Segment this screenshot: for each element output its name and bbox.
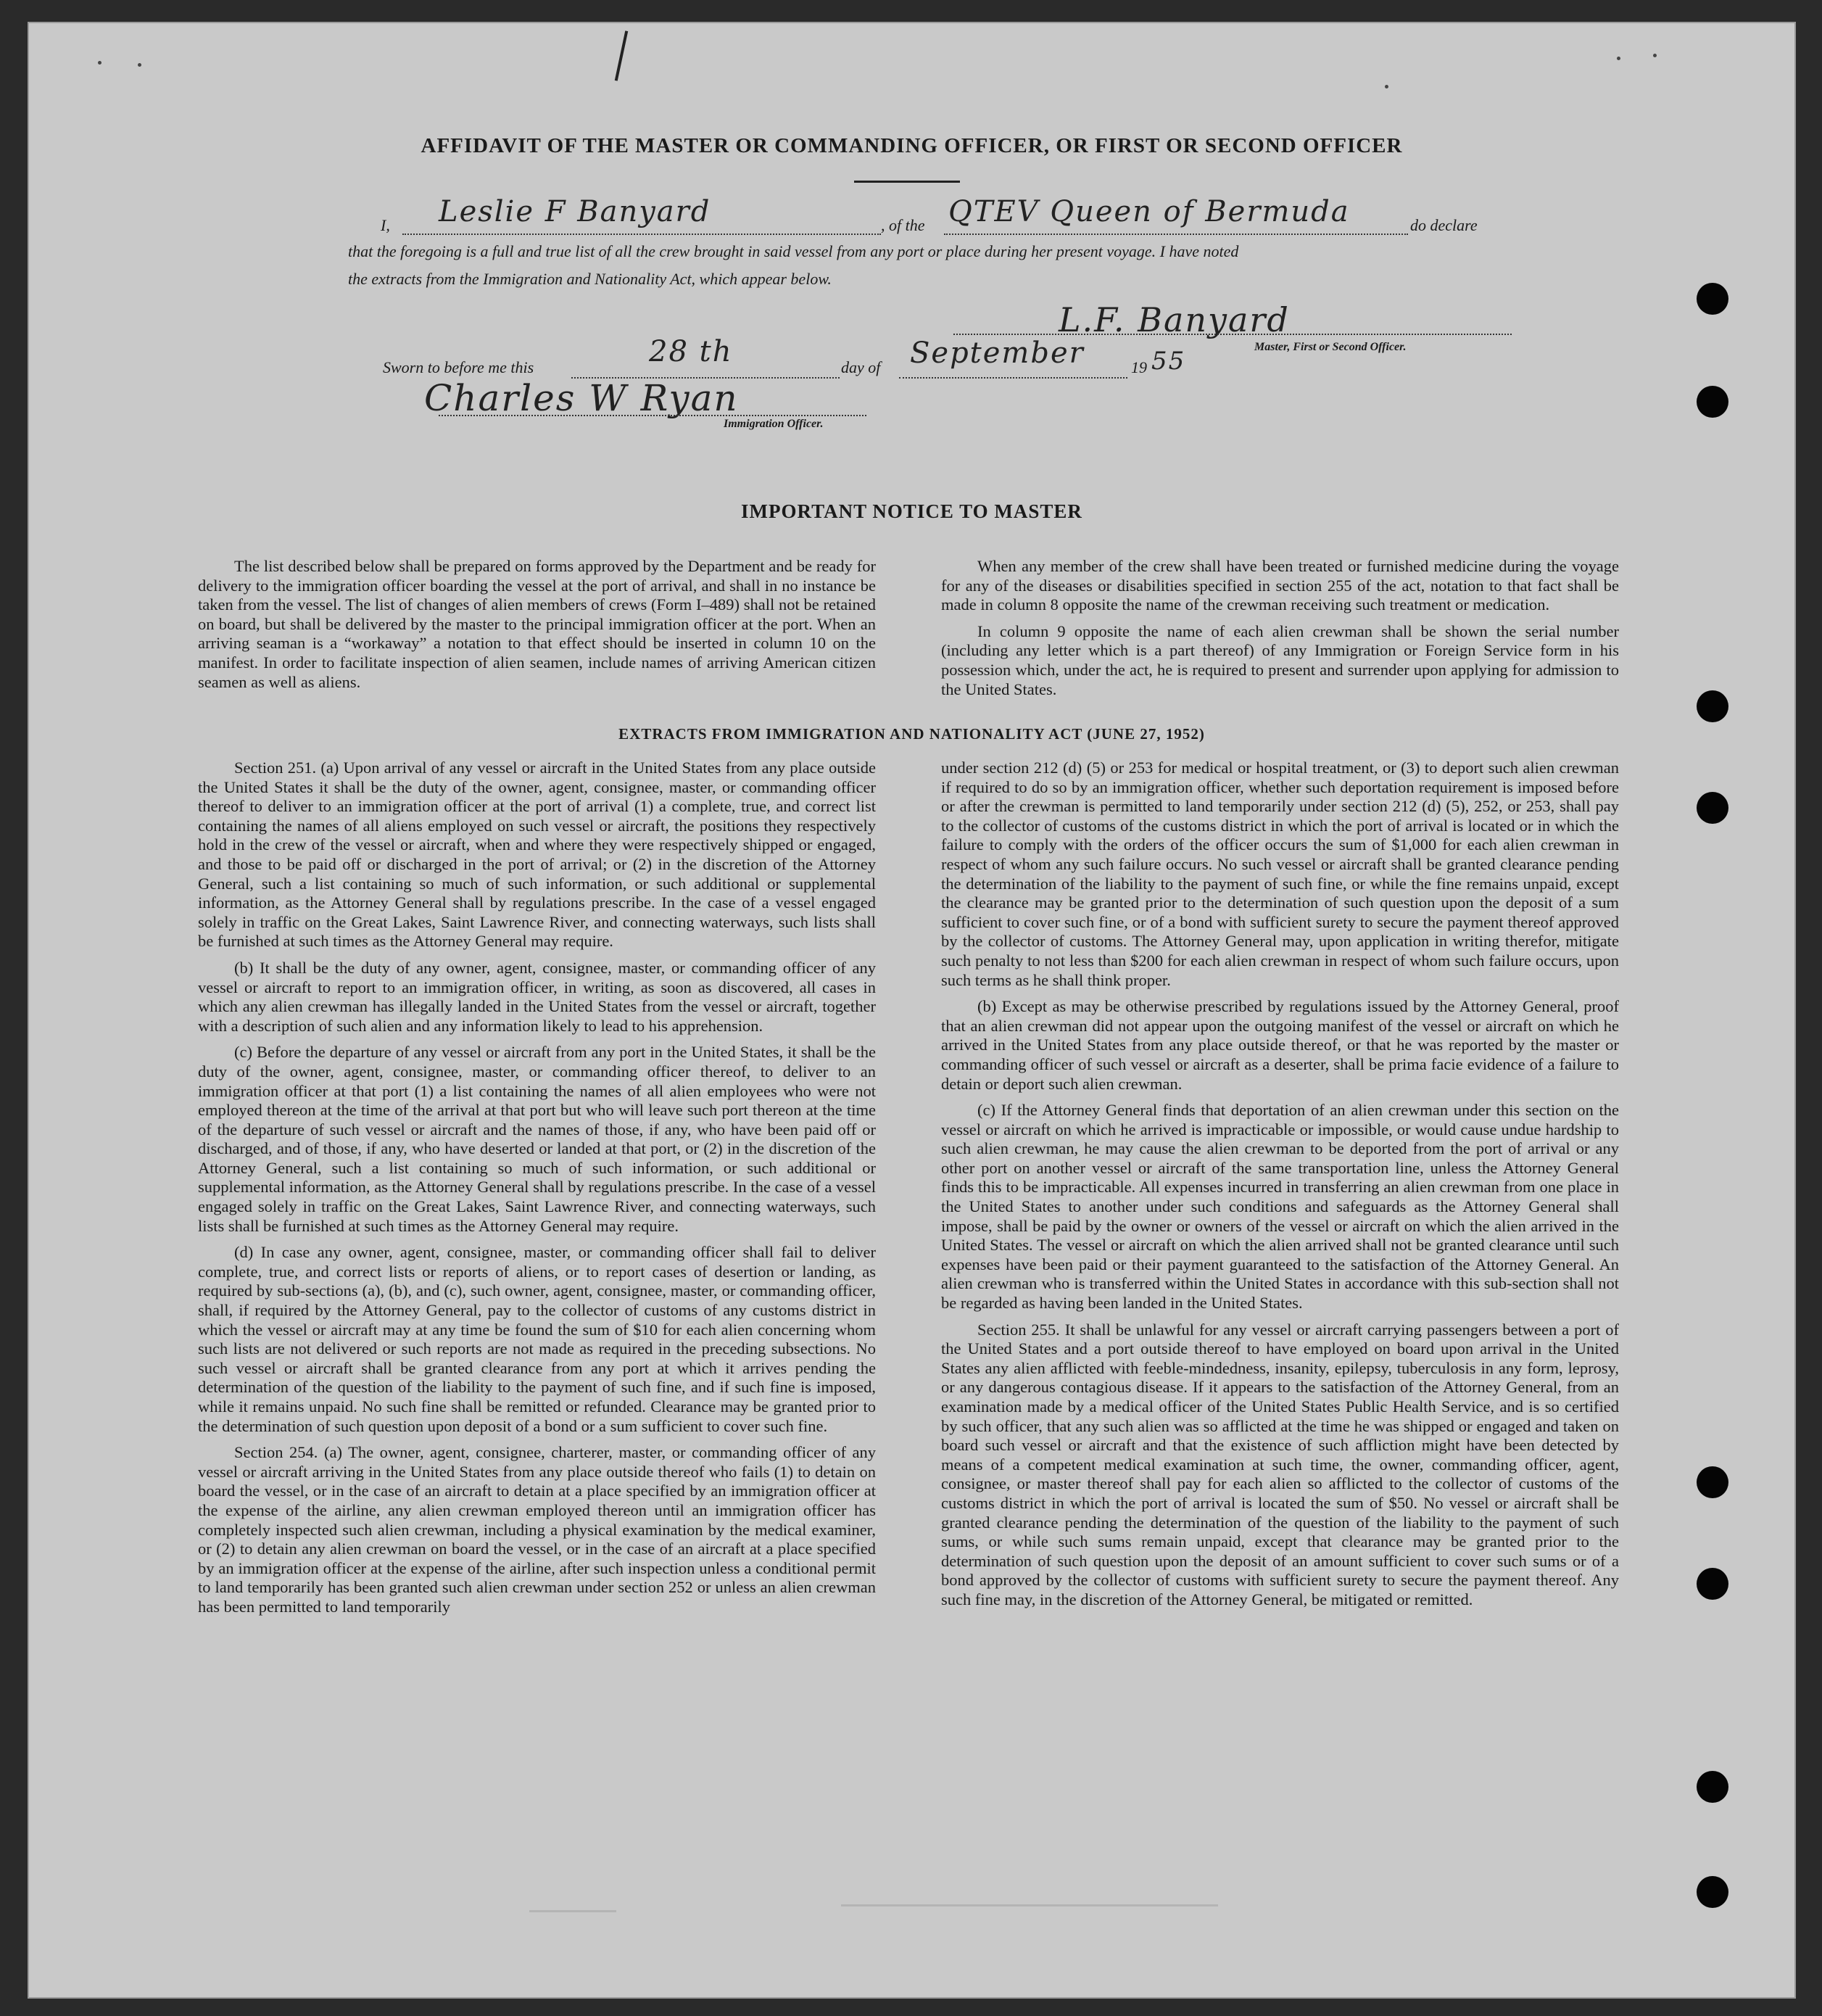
master-signature-label: Master, First or Second Officer. [1254, 341, 1407, 353]
notice-title: IMPORTANT NOTICE TO MASTER [741, 500, 1082, 522]
punch-hole [1697, 690, 1728, 722]
punch-hole [1697, 283, 1728, 315]
extract-paragraph: Section 254. (a) The owner, agent, consignee, charterer, master, or commanding officer of any vessel or aircraft arriving in the United States from any place outside thereof who fails (1) to detain on board the vessel, or in the case of an aircraft to detain at a place specified by an immigration officer at the expense of the airline, any alien crewman employed thereon until an immigration officer has completely inspected such alien crewman, including a physical examination by the medical examiner, or (2) to detain any alien crewman on board the vessel, or in the case of an aircraft at a place specified by an immigration officer at the expense of the airline, after such inspection unless a conditional permit to land temporarily has been granted such alien crewman under section 252 or unless an alien crewman has been permitted to land temporarily [198, 1443, 876, 1616]
extracts-title: EXTRACTS FROM IMMIGRATION AND NATIONALITY ACT (JUNE 27, 1952) [618, 725, 1205, 743]
extracts-left-column [198, 759, 876, 1620]
vessel-name-handwritten: QTEV Queen of Bermuda [948, 195, 1350, 228]
master-signature-line [953, 334, 1512, 335]
extract-paragraph: (c) If the Attorney General finds that deportation of an alien crewman under this section on the vessel or aircraft on which he arrived is impracticable or impossible, or would cause undue hardship to such alien crewman, he may cause the alien crewman to be deported from the port of arrival or any other port on another vessel or aircraft of the same transportation line, unless the Attorney General finds this to be impracticable. All expenses incurred in transferring an alien crewman from one place in the United States to another under such conditions and safeguards as the Attorney General shall impose, shall be paid by the owner or owners of the vessel or aircraft on which the alien arrived in the United States. The vessel or aircraft on which the alien arrived shall not be granted clearance until such expenses have been paid or their payment guaranteed to the satisfaction of the Attorney General. An alien crewman who is transferred within the United States in accordance with this sub-section shall not be regarded as having been landed in the United States. [941, 1101, 1619, 1313]
punch-hole [1697, 1771, 1728, 1803]
master-name-line [402, 234, 881, 235]
extract-paragraph: (d) In case any owner, agent, consignee, master, or commanding officer shall fail to deliver complete, true, and correct lists or reports of aliens, or to report cases of desertion or landing, as required by sub-sections (a), (b), and (c), such owner, agent, consignee, master, or commanding officer, shall, if required by the Attorney General, pay to the collector of customs of any customs district in which the vessel or aircraft may at any time be found the sum of $10 for each alien concerning whom such lists are not delivered or such reports are not made as required in the preceding subsections. No such vessel or aircraft shall be granted clearance from any port at which it arrives pending the determination of the question of the liability to the payment of such fine, and if such fine is imposed, while it remains unpaid. No such fine shall be remitted or refunded. Clearance may be granted prior to the determination of such question upon deposit of a bond or a sum sufficient to cover such fine. [198, 1243, 876, 1435]
affidavit-title: AFFIDAVIT OF THE MASTER OR COMMANDING OFFICER, OR FIRST OR SECOND OFFICER [421, 134, 1403, 157]
master-signature: L.F. Banyard [1059, 300, 1290, 339]
sworn-day-handwritten: 28 th [649, 335, 733, 368]
faint-bottom-mark [529, 1910, 616, 1912]
decl-line-2: that the foregoing is a full and true list of all the crew brought in said vessel from any port or place during her present voyage. I have noted [348, 242, 1239, 260]
immigration-officer-signature: Charles W Ryan [424, 377, 739, 419]
sworn-day-of-label: day of [841, 358, 881, 376]
extracts-right-column [941, 759, 1619, 1613]
notice-right-paragraph-2: In column 9 opposite the name of each alien crewman shall be shown the serial number (including any letter which is a part thereof) of any Immigration or Foreign Service form in his possession which, under the act, he is required to present and surrender upon applying for admission to the United States. [941, 621, 1619, 698]
extract-paragraph: (b) It shall be the duty of any owner, agent, consignee, master, or commanding officer of any vessel or aircraft to report to an immigration officer, in writing, as soon as discovered, all cases in which any alien crewman has illegally landed in the United States from the vessel or aircraft, together with a description of such alien and any information likely to lead to his apprehension. [198, 958, 876, 1035]
speck [138, 63, 141, 67]
notice-left-column [198, 557, 876, 695]
decl-line-3: the extracts from the Immigration and Nationality Act, which appear below. [348, 270, 832, 288]
punch-hole [1697, 1466, 1728, 1498]
officer-signature-line [439, 415, 866, 416]
sworn-year-prefix: 19 [1131, 358, 1147, 376]
sworn-year-handwritten: 55 [1151, 347, 1186, 376]
speck [1385, 85, 1388, 88]
extract-paragraph: Section 251. (a) Upon arrival of any vessel or aircraft in the United States from any place outside the United States it shall be the duty of the owner, agent, consignee, master, or commanding officer thereof to deliver to an immigration officer at the port of arrival (1) a complete, true, and correct list containing the names of all aliens employed on such vessel or aircraft, the positions they respectively hold in the crew of the vessel or aircraft, when and where they were respectively shipped or engaged, and those to be paid off or discharged in the port of arrival; or (2) in the discretion of the Attorney General, such a list containing so much of such information, or such additional or supplemental information, as the Attorney General shall by regulations prescribe. In the case of a vessel engaged solely in traffic on the Great Lakes, Saint Lawrence River, and connecting waterways, such lists shall be furnished at such times as the Attorney General may require. [198, 759, 876, 951]
document-page [28, 22, 1796, 1999]
extract-paragraph: (c) Before the departure of any vessel or aircraft from any port in the United States, it shall be the duty of the owner, agent, consignee, master, or commanding officer thereof, to deliver to an immigration officer at that port (1) a list containing the names of all alien employees who were not employed thereon at the time of the arrival at that port but who will leave such port thereon at the time of the departure of such vessel or aircraft and the names of those, if any, who have been paid off or discharged, and of those, if any, who have deserted or landed at that port, or (2) in the discretion of the Attorney General, such a list containing so much of such information, or such additional or supplemental information, as the Attorney General shall by regulations prescribe. In the case of a vessel engaged solely in traffic on the Great Lakes, Saint Lawrence River, and connecting waterways, such lists shall be furnished at such times as the Attorney General may require. [198, 1043, 876, 1235]
decl-of-the-label: , of the [881, 216, 925, 234]
extract-paragraph: Section 255. It shall be unlawful for any vessel or aircraft carrying passengers between a port of the United States and a port outside thereof to have employed on board upon arrival in the United States any alien afflicted with feeble-mindedness, insanity, epilepsy, tuberculosis in any form, leprosy, or any dangerous contagious disease. If it appears to the satisfaction of the Attorney General, from an examination made by a medical officer of the United States Public Health Service, and is so certified by such officer, that any such alien was so afflicted at the time he was shipped or engaged and taken on board such vessel or aircraft and that the existence of such affliction might have been detected by means of a competent medical examination at such time, the owner, commanding officer, agent, consignee, or master thereof shall pay for each alien so afflicted to the collector of customs of the customs district in which the port of arrival is located the sum of $50. No vessel or aircraft shall be granted clearance pending the determination of the question of the liability to the payment of such sums, or while such sums remain unpaid, except that clearance may be granted prior to the determination of such question upon the deposit of an amount sufficient to cover such sums or of a bond approved by the collector of customs with sufficient surety to secure the payment thereof. Any such fine may, in the discretion of the Attorney General, be mitigated or remitted. [941, 1320, 1619, 1608]
master-name-handwritten: Leslie F Banyard [439, 195, 711, 228]
punch-hole [1697, 1568, 1728, 1600]
punch-hole [1697, 1876, 1728, 1908]
punch-hole [1697, 386, 1728, 418]
sworn-month-line [899, 377, 1127, 379]
extract-paragraph: (b) Except as may be otherwise prescribed by regulations issued by the Attorney General, proof that an alien crewman did not appear upon the outgoing manifest of the vessel or aircraft on which he arrived in the United States from any place outside thereof, or that he was reported by the master or commanding officer of such vessel or aircraft as a deserter, shall be prima facie evidence of a failure to detain or deport such alien crewman. [941, 997, 1619, 1093]
decl-declare-label: do declare [1410, 216, 1478, 234]
faint-bottom-mark [841, 1904, 1218, 1906]
vessel-name-line [944, 234, 1408, 235]
sworn-label: Sworn to before me this [383, 358, 534, 376]
extract-paragraph: under section 212 (d) (5) or 253 for medical or hospital treatment, or (3) to deport such alien crewman if required to do so by an immigration officer, whether such deportation requirement is imposed before or after the crewman is permitted to land temporarily under section 212 (d) (5), 252, or 253, shall pay to the collector of customs of the customs district in which the port of arrival is located or in which the failure to comply with the orders of the officer occurs the sum of $1,000 for each alien crewman in respect of whom any such failure occurs. No such vessel or aircraft shall be granted clearance pending the determination of the liability to the payment of such fine, or while the fine remains unpaid, except the clearance may be granted prior to the determination of such question upon the deposit of a sum sufficient to cover such fine, or of a bond with sufficient surety to secure the payment thereof approved by the collector of customs. The Attorney General may, upon application in writing therefor, mitigate such penalty to not less than $200 for each alien crewman in respect of whom such failure occurs, upon such terms as he shall think proper. [941, 759, 1619, 989]
notice-right-column [941, 557, 1619, 702]
sworn-month-handwritten: September [910, 336, 1085, 370]
stray-mark [615, 30, 628, 80]
decl-i-label: I, [381, 216, 390, 234]
notice-left-paragraph: The list described below shall be prepared on forms approved by the Department and be ready for delivery to the immigration officer boarding the vessel at the port of arrival, and shall in no instance be taken from the vessel. The list of changes of alien members of crews (Form I–489) shall not be retained on board, but shall be delivered by the master to the principal immigration officer at the port. When an arriving seaman is a “workaway” a notation to that effect should be inserted in column 10 on the manifest. In order to facilitate inspection of alien seamen, include names of arriving American citizen seamen as well as aliens. [198, 557, 876, 691]
speck [1653, 54, 1657, 57]
notice-right-paragraph-1: When any member of the crew shall have been treated or furnished medicine during the voyage for any of the diseases or disabilities specified in section 255 of the act, notation to that fact shall be made in column 8 opposite the name of the crewman receiving such treatment or medication. [941, 557, 1619, 614]
speck [98, 61, 102, 65]
officer-signature-label: Immigration Officer. [724, 418, 824, 430]
title-rule [854, 181, 960, 183]
speck [1617, 57, 1620, 60]
punch-hole [1697, 792, 1728, 824]
